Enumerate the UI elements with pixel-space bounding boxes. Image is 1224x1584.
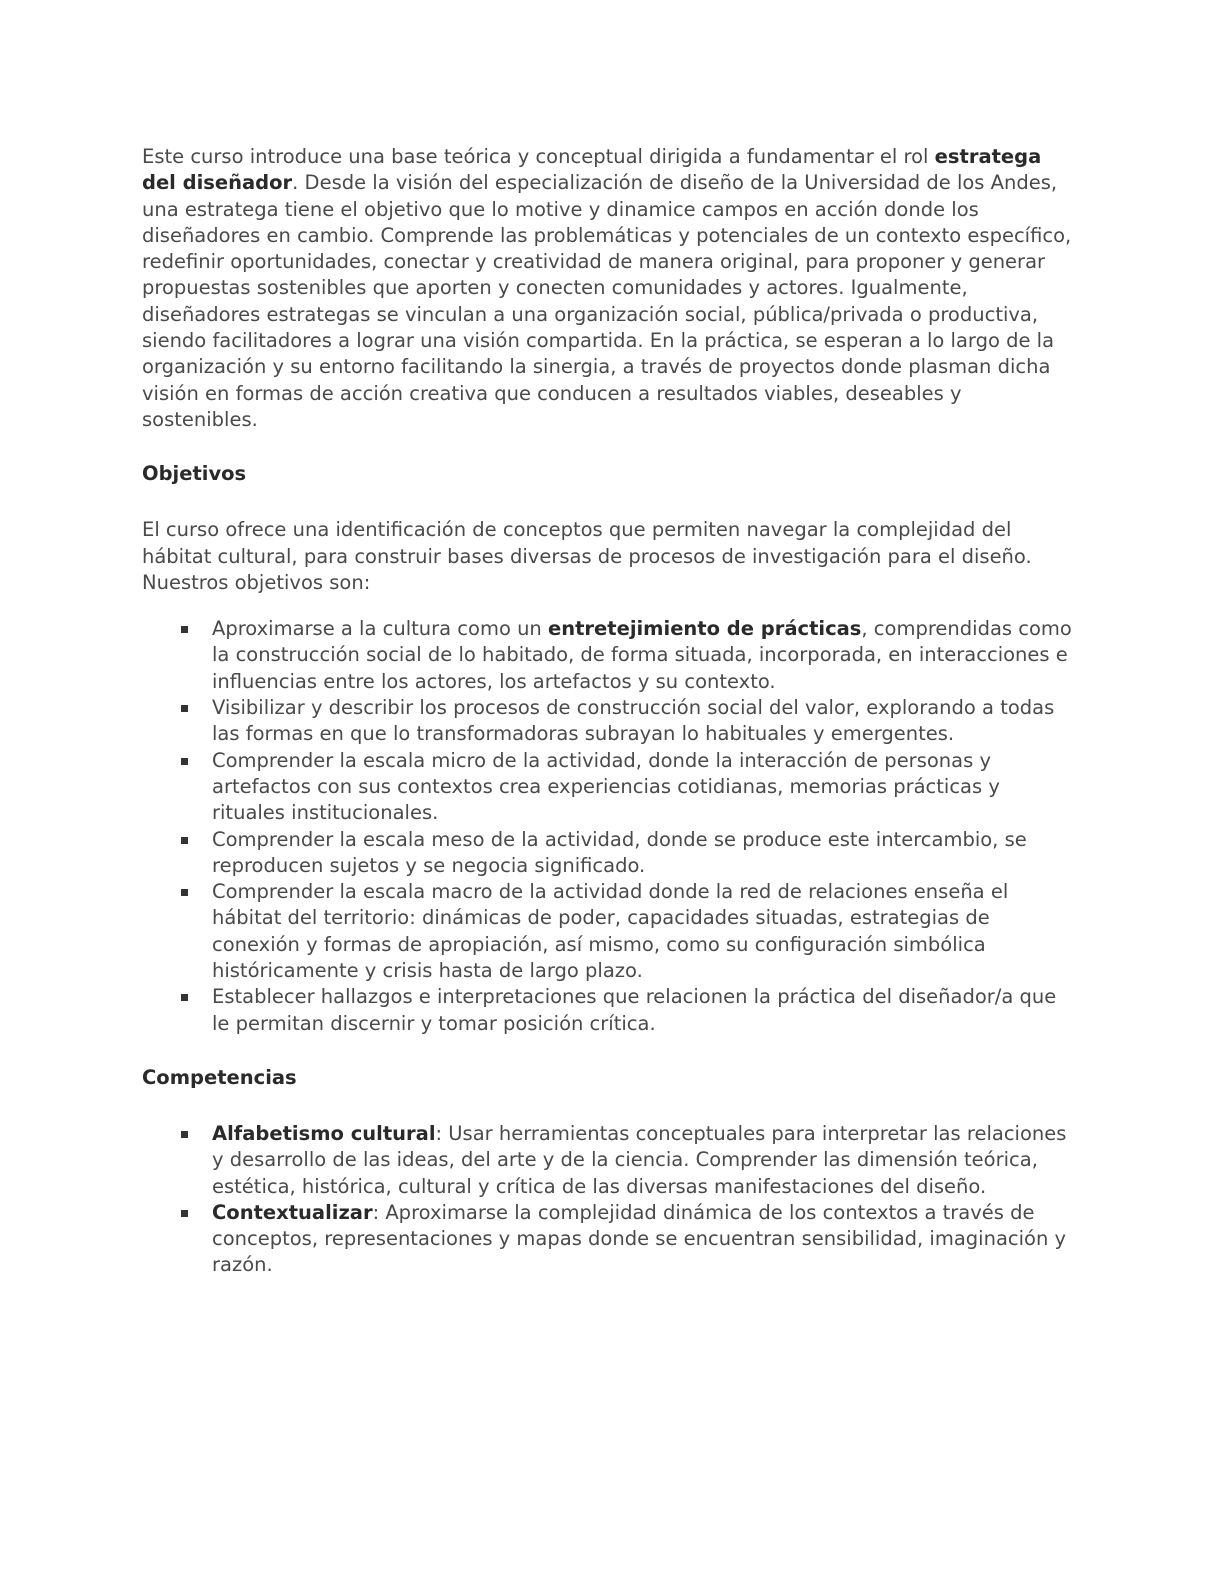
item-bold: entretejimiento de prácticas — [548, 617, 862, 641]
objetivos-heading: Objetivos — [142, 462, 247, 486]
objetivo-item — [142, 879, 1072, 984]
item-text: Establecer hallazgos e interpretaciones que relacionen la práctica del diseñador/a que le permitan discernir y tomar posición crítica. — [212, 985, 1057, 1035]
objetivo-item — [142, 748, 1072, 827]
item-text: Visibilizar y describir los procesos de construcción social del valor, explorando a todas las formas en que lo transformadoras subrayan lo habituales y emergentes. — [212, 696, 1055, 746]
intro-lead: Este curso introduce una base teórica y conceptual dirigida a fundamentar el rol — [142, 145, 935, 168]
item-text: Comprender la escala macro de la actividad donde la red de relaciones enseña el hábitat del territorio: dinámicas de poder, capacidades situadas, estrategias de conexión y formas de apropiación, así mismo, como su configuración simbólica históricamente y crisis hasta de largo plazo. — [212, 880, 1009, 983]
item-text: : Aproximarse la complejidad dinámica de los contextos a través de conceptos, representaciones y mapas donde se encuentran sensibilidad, imaginación y razón. — [212, 1200, 1067, 1277]
intro-paragraph — [142, 144, 1072, 433]
objetivo-item — [142, 616, 1072, 695]
objetivos-intro: El curso ofrece una identificación de conceptos que permiten navegar la complejidad del hábitat cultural, para construir bases diversas de procesos de investigación para el diseño. Nuestros objetivos son: — [142, 518, 1032, 594]
document-page — [142, 144, 1072, 1279]
objetivo-item — [142, 695, 1072, 748]
item-text: : Usar herramientas conceptuales para interpretar las relaciones y desarrollo de las ideas, del arte y de la ciencia. Comprender las dimensión teórica, estética, histórica, cultural y crítica de las diversas manifestaciones del diseño. — [212, 1121, 1067, 1198]
objetivo-item — [142, 827, 1072, 880]
item-bold: Alfabetismo cultural — [212, 1121, 436, 1145]
item-text: , comprendidas como la construcción social de lo habitado, de forma situada, incorporada, en interacciones e influencias entre los actores, los artefactos y su contexto. — [212, 617, 1072, 693]
item-text: Comprender la escala micro de la actividad, donde la interacción de personas y artefactos con sus contextos crea experiencias cotidianas, memorias prácticas y rituales institucionales. — [212, 748, 1000, 825]
competencias-list — [142, 1121, 1072, 1279]
competencias-heading: Competencias — [142, 1065, 297, 1089]
item-lead: Aproximarse a la cultura como un — [212, 617, 548, 641]
objetivos-list — [142, 616, 1072, 1037]
competencia-item — [142, 1200, 1072, 1279]
item-text: Comprender la escala meso de la actividad, donde se produce este intercambio, se reproducen sujetos y se negocia significado. — [212, 827, 1027, 877]
objetivo-item — [142, 984, 1072, 1037]
item-bold: Contextualizar — [212, 1200, 373, 1224]
intro-rest: . Desde la visión del especialización de diseño de la Universidad de los Andes, una estratega tiene el objetivo que lo motive y dinamice campos en acción donde los diseñadores en cambio. Comprende las problemáticas y potenciales de un contexto específico, redefinir oportunidades, conectar y creatividad de manera original, para proponer y generar propuestas sostenibles que aporten y conecten comunidades y actores. Igualmente, diseñadores estrategas se vinculan a una organización social, pública/privada o productiva, siendo facilitadores a lograr una visión compartida. En la práctica, se esperan a lo largo de la organización y su entorno facilitando la sinergia, a través de proyectos donde plasman dicha visión en formas de acción creativa que conducen a resultados viables, deseables y sostenibles. — [142, 171, 1072, 431]
competencia-item — [142, 1121, 1072, 1200]
intro-bold-term: estratega del diseñador — [142, 145, 1042, 195]
